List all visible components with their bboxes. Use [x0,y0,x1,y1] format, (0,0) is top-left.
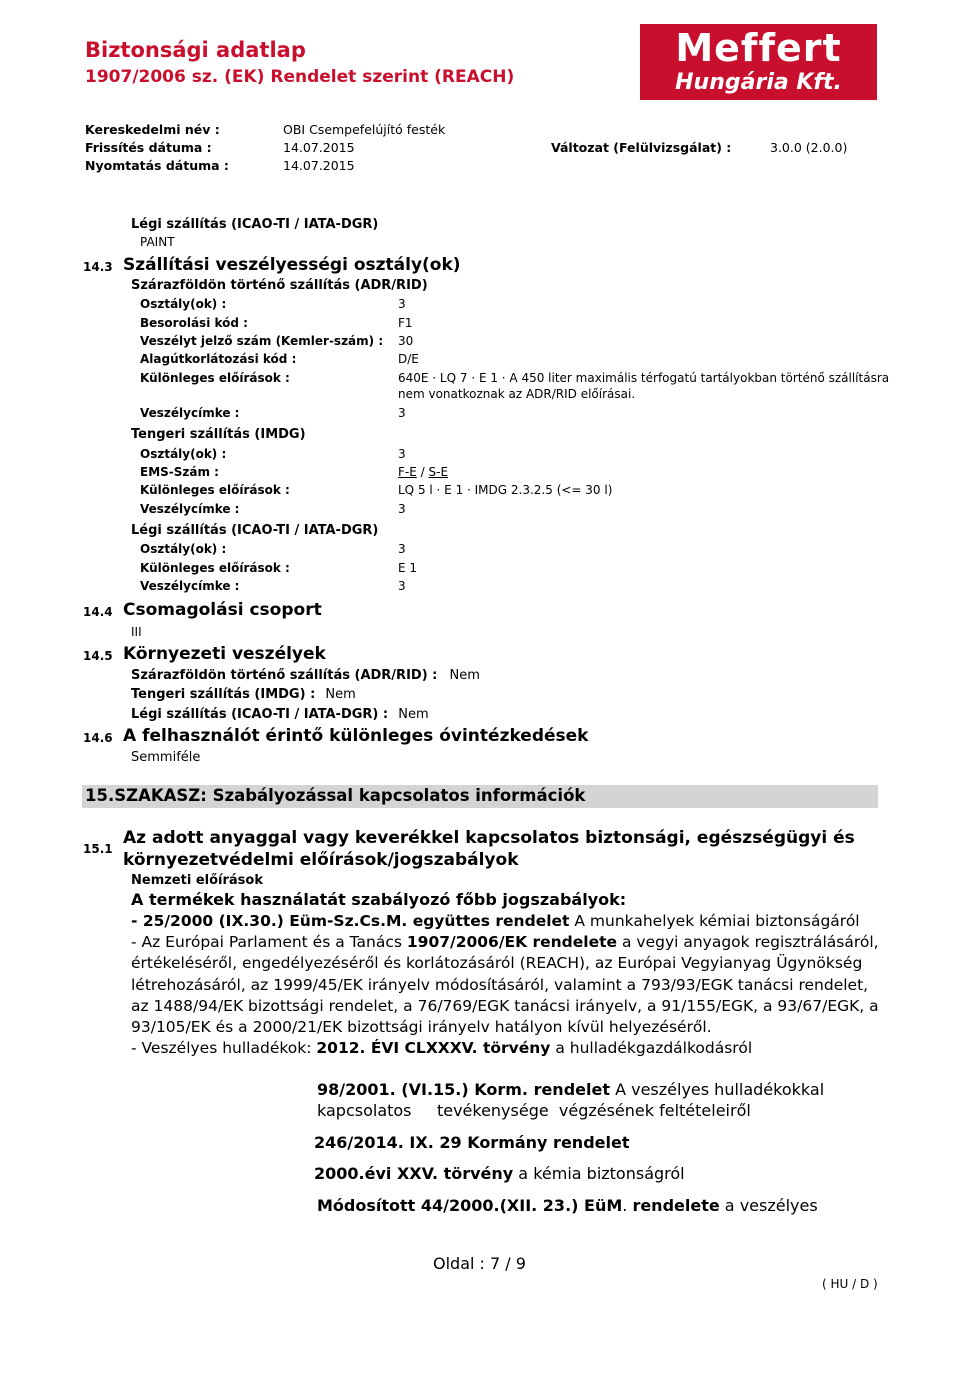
adr-class-label: Osztály(ok) : [140,297,227,311]
adr-special-label: Különleges előírások : [140,371,290,385]
version-value: 3.0.0 (2.0.0) [770,140,848,155]
precautions-value: Semmiféle [131,750,201,765]
section-15-bar [82,785,878,808]
imdg-heading: Tengeri szállítás (IMDG) [131,427,306,442]
ems-fire-code: F-E [398,465,417,479]
section-15-title: 15.SZAKASZ: Szabályozással kapcsolatos információk [85,786,586,805]
law-2-prefix: - Az Európai Parlament és a Tanács [131,933,407,952]
air-hazard-label-value: 3 [398,579,406,593]
laws-heading: A termékek használatát szabályozó főbb jogszabályok: [131,890,627,909]
law-7-sep: . [622,1196,633,1215]
law-3-prefix: - Veszélyes hulladékok: [131,1039,317,1058]
env-hazard-air [131,707,429,722]
air-special-value: E 1 [398,561,418,575]
law-item-1 [131,911,881,932]
document-title: Biztonsági adatlap [85,38,306,62]
law-item-6 [314,1164,685,1183]
logo-text-sub: Hungária Kft. [675,70,842,95]
adr-hazard-label-value: 3 [398,406,406,420]
section-number: 14.3 [83,260,113,274]
air-transport-label: Légi szállítás (ICAO-TI / IATA-DGR) [131,217,379,232]
imdg-ems-value [398,465,448,479]
law-item-3 [131,1038,881,1059]
air-heading: Légi szállítás (ICAO-TI / IATA-DGR) [131,523,379,538]
law-3-text: a hulladékgazdálkodásról [550,1039,753,1058]
national-regulations-label: Nemzeti előírások [131,873,263,888]
law-4-line2: kapcsolatos tevékenysége végzésének feltételeiről [317,1101,751,1120]
adr-tunnel-label: Alagútkorlátozási kód : [140,352,297,366]
packing-group-value: III [131,625,142,639]
law-7-text: a veszélyes [719,1196,818,1215]
document-subtitle: 1907/2006 sz. (EK) Rendelet szerint (REACH) [85,67,515,87]
adr-code-value: F1 [398,316,413,330]
proper-shipping-name-air: PAINT [140,235,175,249]
ems-spill-code: S-E [428,465,449,479]
law-1-text: A munkahelyek kémiai biztonságáról [569,912,860,930]
adr-special-value-line1: 640E · LQ 7 · E 1 · A 450 liter maximális térfogatú tartályokban történő szállításra [398,371,890,385]
law-1-title: - 25/2000 (IX.30.) Eüm-Sz.Cs.M. együttes rendelet [131,912,570,930]
law-2-title: 1907/2006/EK rendelete [406,933,618,952]
section-number: 14.4 [83,605,113,619]
adr-kemler-label: Veszélyt jelző szám (Kemler-szám) : [140,334,384,348]
language-code: ( HU / D ) [822,1277,878,1291]
section-number: 14.5 [83,649,113,663]
adr-special-value-line2: nem vonatkoznak az ADR/RID előírásai. [398,387,636,401]
air-special-label: Különleges előírások : [140,561,290,575]
imdg-class-value: 3 [398,447,406,461]
version-label: Változat (Felülvizsgálat) : [551,140,732,155]
print-date-value: 14.07.2015 [283,158,355,173]
section-title-line2: környezetvédelmi előírások/jogszabályok [123,850,519,870]
print-date-label: Nyomtatás dátuma : [85,158,229,173]
section-title-line1: Az adott anyaggal vagy keverékkel kapcsolatos biztonsági, egészségügyi és [123,828,855,848]
adr-tunnel-value: D/E [398,352,419,366]
law-2-text: a vegyi anyagok regisztrálásáról, értékeléséről, engedélyezéséről és korlátozásáról (REACH), az Európai Vegyianyag Ügynökség létrehozásáról, az 1999/45/EK irányelv módosításáról, valamint a 793/93/EGK tanácsi rendelet, az 1488/94/EK bizottsági rendelet, a 76/769/EGK tanácsi irányelv, a 91/155/EGK, a 93/67/EGK, a 93/105/EK és a 2000/21/EK bizottsági irányelv hatályon kívül helyezéséről. [131,933,879,1037]
law-3-title: 2012. ÉVI CLXXXV. törvény [316,1039,551,1058]
trade-name-value: OBI Csempefelújító festék [283,122,446,137]
adr-class-value: 3 [398,297,406,311]
law-4-text: A veszélyes hulladékokkal [609,1080,825,1099]
imdg-class-label: Osztály(ok) : [140,447,227,461]
ems-separator: / [416,465,429,479]
air-class-label: Osztály(ok) : [140,542,227,556]
page-number: Oldal : 7 / 9 [433,1254,526,1273]
imdg-ems-label: EMS-Szám : [140,465,219,479]
adr-hazard-label-label: Veszélycímke : [140,406,240,420]
law-6-text: a kémia biztonságról [513,1164,685,1183]
section-title: A felhasználót érintő különleges óvintézkedések [123,726,589,746]
law-paragraph [131,911,881,1059]
trade-name-label: Kereskedelmi név : [85,122,220,137]
env-air-value: Nem [398,707,429,722]
section-title: Környezeti veszélyek [123,644,326,664]
imdg-special-value: LQ 5 l · E 1 · IMDG 2.3.2.5 (<= 30 l) [398,483,613,497]
air-class-value: 3 [398,542,406,556]
law-6-title: 2000.évi XXV. törvény [314,1164,514,1183]
law-7-title: Módosított 44/2000.(XII. 23.) EüM [317,1196,623,1215]
law-item-4 [317,1080,824,1099]
section-number: 14.6 [83,731,113,745]
company-logo [640,24,877,100]
law-item-5: 246/2014. IX. 29 Kormány rendelet [314,1133,630,1152]
air-hazard-label-label: Veszélycímke : [140,579,240,593]
env-imdg-value: Nem [325,687,356,702]
section-title: Szállítási veszélyességi osztály(ok) [123,255,461,275]
revision-date-value: 14.07.2015 [283,140,355,155]
env-hazard-adr [131,668,480,683]
env-air-label: Légi szállítás (ICAO-TI / IATA-DGR) : [131,707,389,722]
env-hazard-imdg [131,687,356,702]
imdg-special-label: Különleges előírások : [140,483,290,497]
adr-kemler-value: 30 [398,334,414,348]
section-number: 15.1 [83,842,113,856]
adr-code-label: Besorolási kód : [140,316,248,330]
revision-date-label: Frissítés dátuma : [85,140,212,155]
imdg-hazard-label-label: Veszélycímke : [140,502,240,516]
law-item-7 [317,1196,818,1215]
env-adr-value: Nem [449,668,480,683]
section-title: Csomagolási csoport [123,600,322,620]
law-item-2 [131,932,881,1038]
logo-text-main: Meffert [675,26,842,70]
env-imdg-label: Tengeri szállítás (IMDG) : [131,687,316,702]
law-7-title2: rendelete [632,1196,720,1215]
imdg-hazard-label-value: 3 [398,502,406,516]
law-4-title: 98/2001. (VI.15.) Korm. rendelet [317,1080,610,1099]
adr-heading: Szárazföldön történő szállítás (ADR/RID) [131,278,428,293]
env-adr-label: Szárazföldön történő szállítás (ADR/RID) : [131,668,438,683]
